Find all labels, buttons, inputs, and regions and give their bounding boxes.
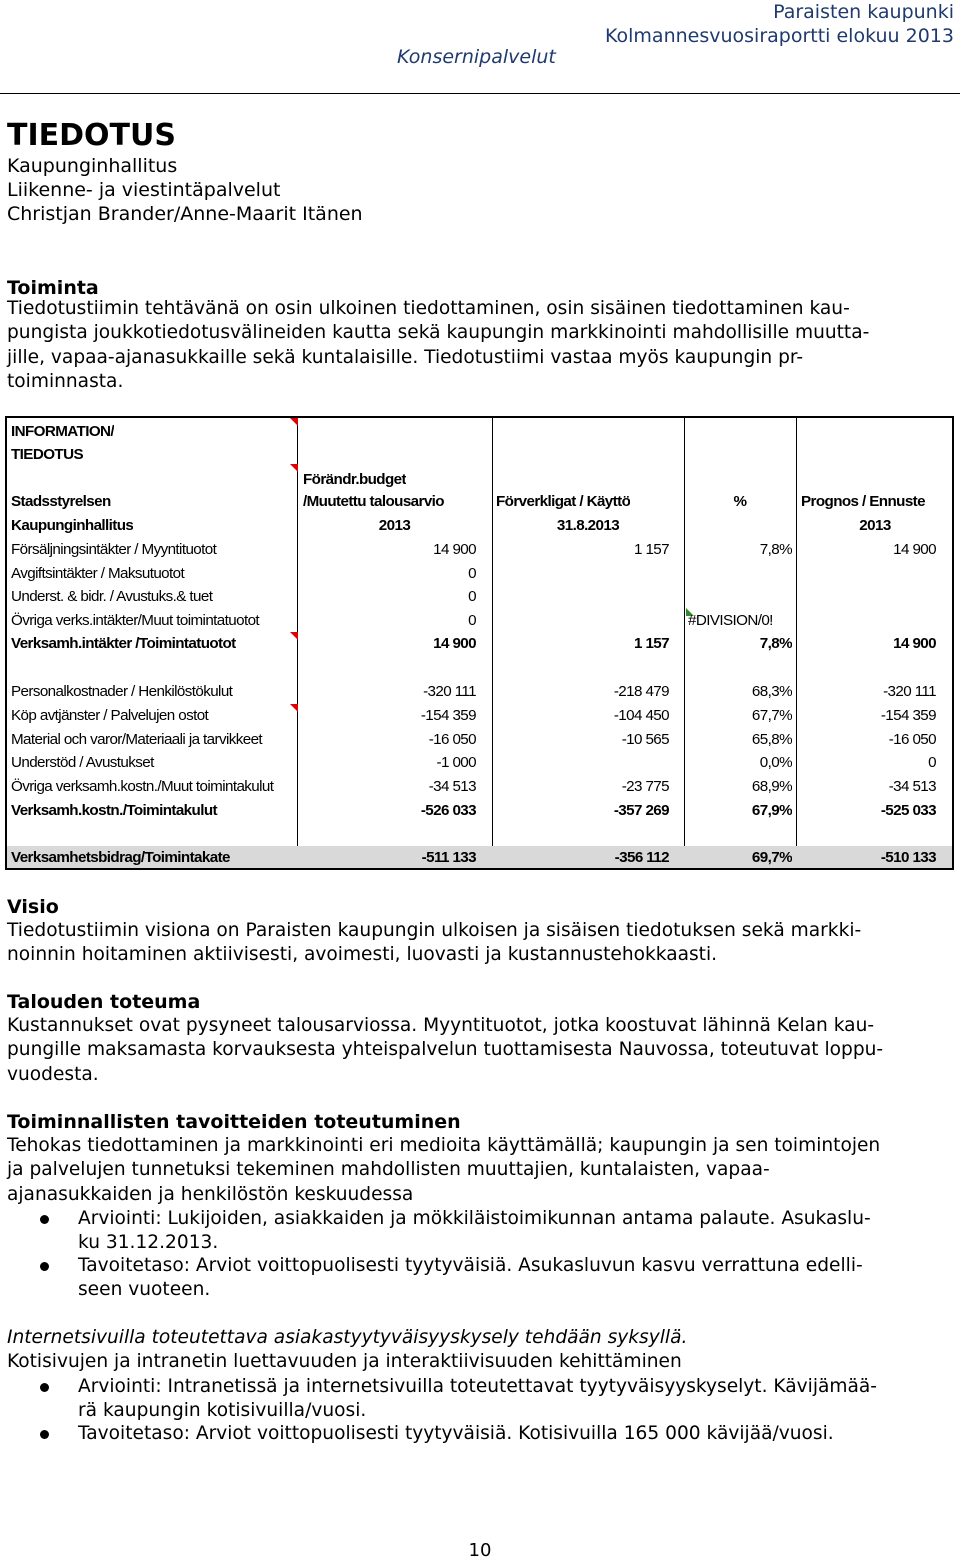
table-caption-1: INFORMATION/ xyxy=(11,423,115,440)
italic-note: Internetsivuilla toteutettava asiakastyytyväisyyskysely tehdään syksyllä. xyxy=(7,1327,688,1348)
row-label: Understöd / Avustukset xyxy=(11,754,154,771)
row-budget: -320 111 xyxy=(423,683,476,700)
paragraph-talous xyxy=(7,1014,947,1087)
page-title: TIEDOTUS xyxy=(7,118,176,153)
row-label: Verksamh.kostn./Toimintakulut xyxy=(11,802,217,819)
total-row-underline xyxy=(7,868,952,869)
header-unit: Stadsstyrelsen xyxy=(11,493,111,510)
text-line: Arviointi: Intranetissä ja internetsivuilla toteutettavat tyytyväisyyskyselyt. Kävijämää- xyxy=(78,1376,878,1397)
row-percent: 68,3% xyxy=(751,683,792,700)
row-label: Underst. & bidr. / Avustuks.& tuet xyxy=(11,588,213,605)
text-line: ajanasukkaiden ja henkilöstön keskuudessa xyxy=(7,1183,414,1205)
row-budget: 0 xyxy=(468,588,476,605)
page-header-right xyxy=(605,0,954,48)
text-line: ku 31.12.2013. xyxy=(78,1232,219,1254)
bullet-icon xyxy=(40,1262,49,1271)
row-budget: 0 xyxy=(468,612,476,629)
row-percent: 7,8% xyxy=(759,541,792,558)
row-label: Köp avtjänster / Palvelujen ostot xyxy=(11,707,209,724)
header-forecast: Prognos / Ennuste xyxy=(801,493,925,510)
text-line: Tiedotustiimin tehtävänä on osin ulkoinen tiedottaminen, osin sisäinen tiedottaminen kau- xyxy=(7,298,850,319)
text-line: Kustannukset ovat pysyneet talousarviossa. Myyntituotot, jotka koostuvat lähinnä Kelan kau- xyxy=(7,1015,875,1036)
bullet-text xyxy=(78,1254,948,1303)
header-divider xyxy=(0,93,960,94)
row-budget: -16 050 xyxy=(428,731,476,748)
row-label: Personalkostnader / Henkilöstökulut xyxy=(11,683,233,700)
row-actual: 1 157 xyxy=(633,635,669,652)
row-percent: 67,9% xyxy=(751,802,792,819)
table-caption-2: TIEDOTUS xyxy=(11,446,83,463)
row-budget: 14 900 xyxy=(433,541,476,558)
row-forecast: 0 xyxy=(928,754,936,771)
row-budget: 14 900 xyxy=(433,635,476,652)
subheader-budget: 2013 xyxy=(378,517,411,534)
text-line: Tehokas tiedottaminen ja markkinointi eri medioita käyttämällä; kaupungin ja sen toimintojen xyxy=(7,1135,881,1156)
row-forecast: -525 033 xyxy=(880,802,936,819)
subheader-forecast: 2013 xyxy=(859,517,891,534)
page-number: 10 xyxy=(468,1540,492,1561)
text-line: jille, vapaa-ajanasukkaille sekä kuntalaisille. Tiedotustiimi vastaa myös kaupungin pr- xyxy=(7,346,804,368)
row-forecast: 14 900 xyxy=(893,541,936,558)
text-line: Tiedotustiimin visiona on Paraisten kaupungin ulkoisen ja sisäisen tiedotuksen sekä markki- xyxy=(7,920,862,941)
comment-marker xyxy=(290,464,298,472)
total-row-forecast: -510 133 xyxy=(880,849,936,866)
row-forecast: -320 111 xyxy=(883,683,936,700)
header-percent: % xyxy=(733,493,747,510)
row-percent: 67,7% xyxy=(751,707,792,724)
row-forecast: 14 900 xyxy=(893,635,936,652)
row-label: Verksamh.intäkter /Toimintatuotot xyxy=(11,635,236,652)
row-label: Avgiftsintäkter / Maksutuotot xyxy=(11,565,185,582)
text-line: ja palvelujen tunnetuksi tekeminen mahdollisten muuttajien, kuntalaisten, vapaa- xyxy=(7,1159,770,1181)
row-percent: 68,9% xyxy=(751,778,792,795)
text-line: Arviointi: Lukijoiden, asiakkaiden ja mökkiläistoimikunnan antama palaute. Asukaslu- xyxy=(78,1208,871,1229)
section-heading-toiminta: Toiminta xyxy=(7,277,99,299)
row-label: Övriga verksamh.kostn./Muut toimintakulut xyxy=(11,778,274,795)
row-percent: 0,0% xyxy=(759,754,792,771)
row-label: Material och varor/Materiaali ja tarvikkeet xyxy=(11,731,263,748)
paragraph-kotisivut: Kotisivujen ja intranetin luettavuuden ja interaktiivisuuden kehittäminen xyxy=(7,1351,682,1372)
text-line: pungille maksamasta korvauksesta yhteispalvelun tuottamisesta Nauvossa, toteutuvat loppu- xyxy=(7,1039,884,1061)
row-budget: 0 xyxy=(468,565,476,582)
section-heading-tavoitteet: Toiminnallisten tavoitteiden toteutuminen xyxy=(7,1111,461,1133)
subtitle-unit: Kaupunginhallitus xyxy=(7,155,178,177)
row-budget: -526 033 xyxy=(420,802,476,819)
row-budget: -34 513 xyxy=(428,778,476,795)
row-budget: -1 000 xyxy=(436,754,476,771)
row-percent: #DIVISION/0! xyxy=(688,612,773,629)
row-percent: 65,8% xyxy=(751,731,792,748)
bullet-text xyxy=(78,1375,948,1424)
row-forecast: -16 050 xyxy=(888,731,936,748)
row-percent: 7,8% xyxy=(759,635,792,652)
text-line: Tavoitetaso: Arviot voittopuolisesti tyytyväisiä. Kotisivuilla 165 000 kävijää/vuosi. xyxy=(78,1423,834,1444)
bullet-text xyxy=(78,1422,948,1446)
bullet-icon xyxy=(40,1383,49,1392)
section-heading-talous: Talouden toteuma xyxy=(7,991,201,1013)
text-line: rä kaupungin kotisivuilla/vuosi. xyxy=(78,1400,367,1422)
total-row-actual: -356 112 xyxy=(614,849,669,866)
subheader-unit: Kaupunginhallitus xyxy=(11,517,134,534)
row-budget: -154 359 xyxy=(420,707,476,724)
bullet-icon xyxy=(40,1215,49,1224)
subheader-actual: 31.8.2013 xyxy=(556,517,620,534)
header-report: Kolmannesvuosiraportti elokuu 2013 xyxy=(605,25,954,47)
total-row-budget: -511 133 xyxy=(421,849,476,866)
header-org: Paraisten kaupunki xyxy=(773,1,954,23)
text-line: noinnin hoitaminen aktiivisesti, avoimesti, luovasti ja kustannustehokkaasti. xyxy=(7,944,718,966)
budget-table xyxy=(5,416,954,870)
paragraph-tavoitteet xyxy=(7,1134,947,1207)
row-actual: 1 157 xyxy=(633,541,669,558)
row-forecast: -154 359 xyxy=(880,707,936,724)
header-section: Konsernipalvelut xyxy=(397,46,556,68)
text-line: toiminnasta. xyxy=(7,371,124,393)
total-row-percent: 69,7% xyxy=(751,849,792,866)
text-line: vuodesta. xyxy=(7,1063,99,1085)
header-budget-line2: /Muutettu talousarvio xyxy=(303,493,444,510)
paragraph-toiminta xyxy=(7,297,947,395)
row-actual: -23 775 xyxy=(621,778,669,795)
subtitle-dept: Liikenne- ja viestintäpalvelut xyxy=(7,179,281,201)
row-forecast: -34 513 xyxy=(888,778,936,795)
text-line: Tavoitetaso: Arviot voittopuolisesti tyytyväisiä. Asukasluvun kasvu verrattuna edelli- xyxy=(78,1255,863,1276)
row-actual: -104 450 xyxy=(613,707,669,724)
header-actual: Förverkligat / Käyttö xyxy=(496,493,631,510)
row-label: Försäljningsintäkter / Myyntituotot xyxy=(11,541,217,558)
bullet-text xyxy=(78,1207,948,1256)
total-row-label: Verksamhetsbidrag/Toimintakate xyxy=(11,849,230,866)
row-actual: -10 565 xyxy=(621,731,669,748)
bullet-icon xyxy=(40,1430,49,1439)
text-line: pungista joukkotiedotusvälineiden kautta sekä kaupungin markkinointi mahdollisille muutta- xyxy=(7,322,870,344)
section-heading-visio: Visio xyxy=(7,896,59,918)
row-actual: -218 479 xyxy=(613,683,669,700)
comment-marker xyxy=(290,418,298,426)
subtitle-persons: Christjan Brander/Anne-Maarit Itänen xyxy=(7,203,363,225)
paragraph-visio xyxy=(7,919,947,968)
row-actual: -357 269 xyxy=(613,802,669,819)
text-line: seen vuoteen. xyxy=(78,1279,211,1301)
header-budget-line1: Förändr.budget xyxy=(303,471,406,488)
row-label: Övriga verks.intäkter/Muut toimintatuotot xyxy=(11,612,260,629)
